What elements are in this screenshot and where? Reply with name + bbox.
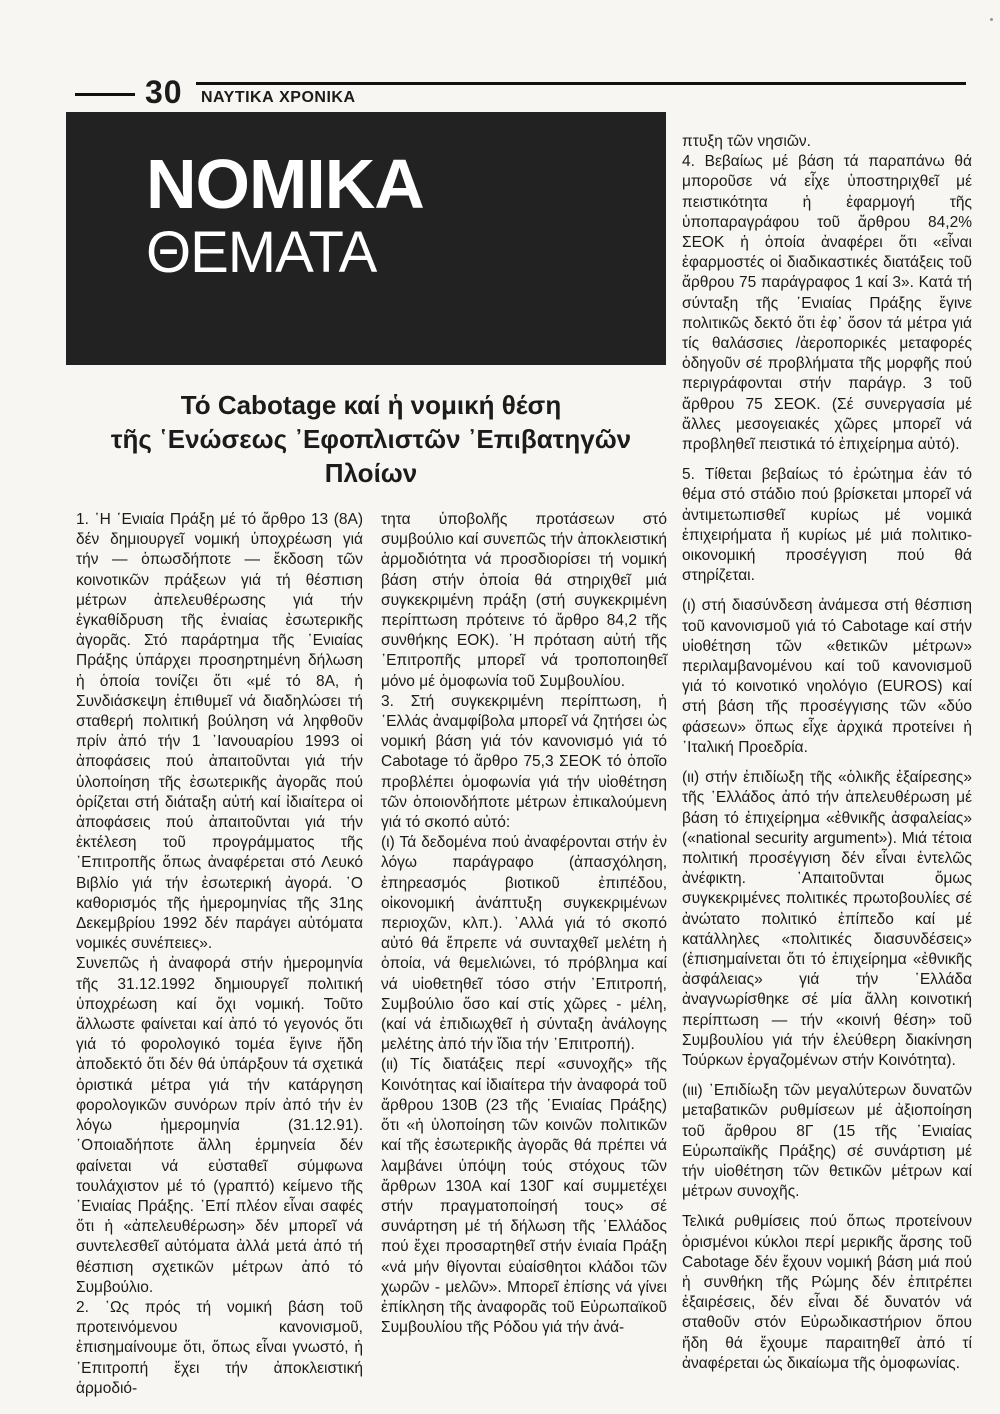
paragraph: πτυξη τῶν νησιῶν. xyxy=(682,133,811,150)
paragraph: (ι) στή διασύνδεση ἀνάμεσα στή θέσπιση τοῦ κανονισμοῦ γιά τό Cabotage καί στήν υἱοθέτηση τῶν «θετικῶν μέτρων» περιλαμβανομένου καί τοῦ κανονισμοῦ γιά τό κοινοτικό νηολόγιο (EUROS) καί στή βάση τῆς προσέγγισης τῶν «δύο φάσεων» ὅπως εἶχε ἀρχικά προτείνει ἡ ᾿Ιταλική Προεδρία. xyxy=(682,597,972,756)
header-rule-right xyxy=(196,82,966,85)
page-number: 30 xyxy=(145,74,183,110)
paragraph: 2. ῾Ως πρός τή νομική βάση τοῦ προτεινόμενου κανονισμοῦ, ἐπισημαίνουμε ὅτι, ὅπως εἶναι γνωστό, ἡ ᾿Επιτροπή ἔχει τήν ἀποκλειστική ἁρμοδιό- xyxy=(76,1298,363,1397)
column-right xyxy=(682,132,972,1374)
article-title xyxy=(76,388,666,490)
column-middle xyxy=(381,510,667,1338)
paragraph: 1. ῾Η ῾Ενιαία Πράξη μέ τό ἄρθρο 13 (8Α) δέν δημιουργεῖ νομική ὑποχρέωση γιά τήν — ὁπωσδήποτε — ἔκδοση τῶν κοινοτικῶν πράξεων γιά τή θέσπιση μέτρων ἀπελευθέρωσης γιά τήν ἐγκαθίδρυση τῆς ἑνιαίας ἐσωτερικῆς ἀγορᾶς. Στό παράρτημα τῆς ῾Ενιαίας Πράξης ὑπάρχει προσηρτημένη δήλωση ἡ ὁποία τονίζει ὅτι «μέ τό 8Α, ἡ Συνδιάσκεψη ἐπιθυμεῖ νά διαδηλώσει τή σταθερή πολιτική βούληση νά ληφθοῦν πρίν ἀπό τήν 1 ᾿Ιανουαρίου 1993 οἱ ἀποφάσεις πού ἀπαιτοῦνται γιά τήν ὑλοποίηση τῆς ἐσωτερικῆς ἀγορᾶς πού ὁρίζεται στή διάταξη αὐτή καί ἰδιαίτερα οἱ ἀποφάσεις πού ἀπαιτοῦνται γιά τήν ἐκτέλεση τοῦ προγράμματος τῆς ᾿Επιτροπῆς ὅπως ἀναφέρεται στό Λευκό Βιβλίο γιά τήν ἐσωτερική ἀγορά. ῾Ο καθορισμός τῆς ἡμερομηνίας τῆς 31ης Δεκεμβρίου 1992 δέν παράγει αὐτόματα νομικές συνέπειες». xyxy=(76,511,363,953)
column-left xyxy=(76,510,363,1399)
banner-title-line1: ΝΟΜΙΚΑ xyxy=(146,145,424,223)
paragraph: τητα ὑποβολῆς προτάσεων στό συμβούλιο καί συνεπῶς τήν ἀποκλειστική ἁρμοδιότητα νά προσδιορίσει τή νομική βάση στήν ὁποία θά στηριχθεῖ μιά συγκεκριμένη πράξη (στή συγκεκριμένη περίπτωση πρότεινε τό ἄρθρο 84,2 τῆς συνθήκης ΕΟΚ). ῾Η πρόταση αὐτή τῆς ᾿Επιτροπῆς μπορεῖ νά τροποποιηθεῖ μόνο μέ ὁμοφωνία τοῦ Συμβουλίου. xyxy=(381,511,667,690)
article-title-line1: Τό Cabotage καί ἡ νομική θέση xyxy=(180,390,562,420)
paragraph: (ιι) στήν ἐπιδίωξη τῆς «ὁλικῆς ἐξαίρεσης» τῆς ῾Ελλάδος ἀπό τήν ἀπελευθέρωση μέ βάση τό ἐπιχείρημα «ἐθνικῆς ἀσφαλείας» («national security argument»). Μιά τέτοια πολιτική προσέγγιση δέν εἶναι ἐντελῶς ἀνέφικτη. ᾿Απαιτοῦνται ὅμως συγκεκριμένες πολιτικές πρωτοβουλίες σέ ἀνώτατο πολιτικό ἐπίπεδο καί μέ κατάλληλες «πολιτικές διασυνδέσεις» (ἐπισημαίνεται ὅτι τό ἐπιχείρημα «ἐθνικῆς ἀσφάλειας» γιά τήν ῾Ελλάδα ἀναγνωρίσθηκε σέ μία ἄλλη κοινοτική περίπτωση — τήν «κοινή θέση» τοῦ Συμβουλίου γιά τήν ἐλεύθερη διακίνηση Τούρκων ἐργαζομένων στήν Κοινότητα). xyxy=(682,769,972,1069)
paragraph: Τελικά ρυθμίσεις πού ὅπως προτείνουν ὁρισμένοι κύκλοι περί μερικῆς ἄρσης τοῦ Cabotage δέν ἔχουν νομική βάση μιά πού ἡ συνθήκη τῆς Ρώμης δέν ἐπιτρέπει ἐξαιρέσεις, δέν εἶναι δέ δυνατόν νά σταθοῦν στόν Εὐρωδικαστήριον ὅπου ἤδη θά ἔχουμε παραιτηθεῖ ἀπό τί ἀναφέρεται ὡς δικαίωμα τῆς ὁμοφωνίας. xyxy=(682,1213,972,1372)
section-banner xyxy=(66,112,666,365)
magazine-name: ΝΑΥΤΙΚΑ ΧΡΟΝΙΚΑ xyxy=(201,89,356,106)
paragraph: (ι) Τά δεδομένα πού ἀναφέρονται στήν ἐν λόγω παράγραφο (ἀπασχόληση, ἐπηρεασμός βιοτικοῦ ἐπιπέδου, οἰκονομική ἀνάπτυξη συγκεκριμένων περιοχῶν, κλπ.). ᾿Αλλά γιά τό σκοπό αὐτό θά ἔπρεπε νά συνταχθεῖ μελέτη ἡ ὁποία, νά θεμελιώνει, τό πρόβλημα καί νά υἱοθετηθεῖ τόσο στήν ᾿Επιτροπή, Συμβούλιο ὅσο καί στίς χῶρες - μέλη, (καί νά ἐπιδιωχθεῖ ἡ σύνταξη ἀνάλογης μελέτης ἀπό τήν ἴδια τήν ᾿Επιτροπή). xyxy=(381,834,667,1054)
article-title-line2: τῆς ῾Ενώσεως ᾿Εφοπλιστῶν ᾿Επιβατηγῶν xyxy=(110,424,632,454)
paragraph: Συνεπῶς ἡ ἀναφορά στήν ἡμερομηνία τῆς 31.12.1992 δημιουργεῖ πολιτική ὑποχρέωση καί ὄχι νομική. Τοῦτο ἄλλωστε φαίνεται καί ἀπό τό γεγονός ὅτι γιά τό φορολογικό τομέα ἔγινε ἤδη ἀποδεκτό ὅτι δέν θά ὑπάρξουν τά σχετικά ὁριστικά μέτρα γιά τήν κατάργηση φορολογικῶν συνόρων πρίν ἀπό τήν ἐν λόγω ἡμερομηνία (31.12.91). ῾Οποιαδήποτε ἄλλη ἑρμηνεία δέν φαίνεται νά εὐσταθεῖ σύμφωνα τουλάχιστον μέ τό (γραπτό) κείμενο τῆς ῾Ενιαίας Πράξης. ᾿Επί πλέον εἶναι σαφές ὅτι ἡ «ἀπελευθέρωση» δέν μπορεῖ νά συντελεσθεῖ αὐτόματα ἀλλά μετά ἀπό τή θέσπιση σχετικῶν μέτρων ἀπό τό Συμβούλιο. xyxy=(76,955,363,1296)
scan-dot xyxy=(990,18,993,21)
paragraph: (ιι) Τίς διατάξεις περί «συνοχῆς» τῆς Κοινότητας καί ἰδιαίτερα τήν ἀναφορά τοῦ ἄρθρου 130Β (23 τῆς ῾Ενιαίας Πράξης) ὅτι «ἡ ὑλοποίηση τῶν κοινῶν πολιτικῶν καί τῆς ἐσωτερικῆς ἀγορᾶς θά πρέπει νά λαμβάνει ὑπόψη τούς στόχους τῶν ἄρθρων 130Α καί 130Γ καί συμμετέχει στήν πραγματοποίησή τους» σέ συνάρτηση μέ τή δήλωση τῆς ῾Ελλάδος πού ἔχει προσαρτηθεῖ στήν ἑνιαία Πράξη «νά μήν θίγονται εὐαίσθητοι κλάδοι τῶν χωρῶν - μελῶν». Μπορεῖ ἐπίσης νά γίνει ἐπίκληση τῆς ἀναφορᾶς τοῦ Εὐρωπαϊκοῦ Συμβουλίου τῆς Ρόδου γιά τήν ἀνά- xyxy=(381,1056,667,1337)
header-rule-left xyxy=(75,93,135,96)
paragraph: 3. Στή συγκεκριμένη περίπτωση, ἡ ῾Ελλάς ἀναμφίβολα μπορεῖ νά ζητήσει ὡς νομική βάση γιά τόν κανονισμό γιά τό Cabotage τό ἄρθρο 75,3 ΣΕΟΚ τό ὁποῖο προβλέπει ὁμοφωνία γιά τήν υἱοθέτηση τῶν ὁποιονδήποτε μέτρων ἐπικαλούμενη γιά τό σκοπό αὐτό: xyxy=(381,692,667,832)
article-title-line3: Πλοίων xyxy=(324,458,418,488)
paragraph: 5. Τίθεται βεβαίως τό ἐρώτημα ἐάν τό θέμα στό στάδιο πού βρίσκεται μπορεῖ νά ἀντιμετωπισθεῖ κυρίως μέ νομικά ἐπιχειρήματα ἤ κυρίως μέ μιά πολιτικο-οικονομική προσέγγιση πού θά στηρίζεται. xyxy=(682,466,972,585)
paragraph: 4. Βεβαίως μέ βάση τά παραπάνω θά μποροῦσε νά εἶχε ὑποστηριχθεῖ μέ πειστικότητα ἡ ἐφαρμογή τῆς ὑποπαραγράφου τοῦ ἄρθρου 84,2% ΣΕΟΚ ἡ ὁποία ἀναφέρει ὅτι «εἶναι ἐφαρμοστές οἱ διαδικαστικές διατάξεις τοῦ ἄρθρου 75 παράγραφος 1 καί 3». Κατά τή σύνταξη τῆς ῾Ενιαίας Πράξης ἔγινε πολιτικῶς δεκτό ὅτι ἐφ᾿ ὅσον τά μέτρα γιά τίς θαλάσσιες /ἀεροπορικές μεταφορές ὁδηγοῦν σέ προβλήματα τῆς μορφῆς πού περιγράφονται στήν παράγρ. 3 τοῦ ἄρθρου 75 ΣΕΟΚ. (Σέ συνεργασία μέ ἄλλες μεσογειακές χῶρες μπορεῖ νά προβληθεῖ πειστικά τό ἐπιχείρημα αὐτό). xyxy=(682,153,972,454)
paragraph: (ιιι) ᾿Επιδίωξη τῶν μεγαλύτερων δυνατῶν μεταβατικῶν ρυθμίσεων μέ ἀξιοποίηση τοῦ ἄρθρου 8Γ (15 τῆς ῾Ενιαίας Εὐρωπαϊκῆς Πράξης) σέ συνάρτιση μέ τήν υἱοθέτηση τῶν θετικῶν μέτρων καί μέτρων συνοχῆς. xyxy=(682,1082,972,1201)
banner-title-line2: ΘΕΜΑΤΑ xyxy=(146,220,377,285)
